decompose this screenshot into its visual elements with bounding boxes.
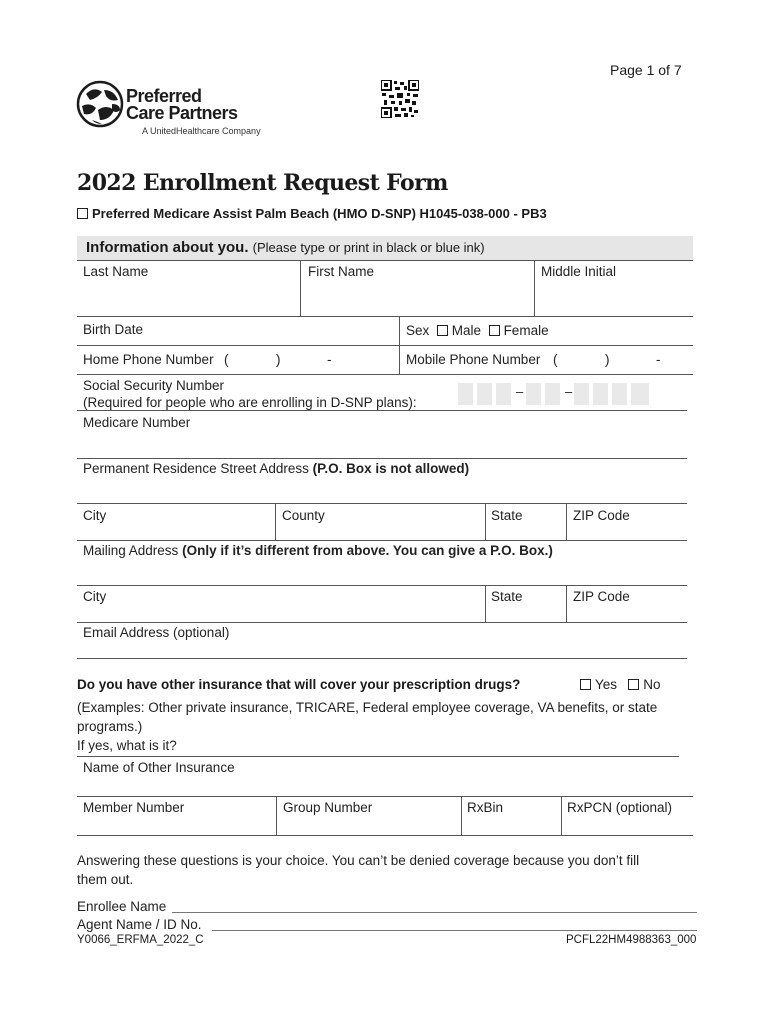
enrollee-name-label: Enrollee Name <box>77 899 167 914</box>
ssn-digit-box[interactable] <box>526 383 541 405</box>
ssn-digit-box[interactable] <box>496 383 511 405</box>
ssn-label: Social Security Number <box>83 378 225 393</box>
mailing-city-field[interactable]: City <box>83 589 107 604</box>
optional-notice: Answering these questions is your choice. You can’t be denied coverage because you don’t fill <box>77 853 640 868</box>
rxbin-field[interactable]: RxBin <box>467 800 504 815</box>
male-checkbox[interactable] <box>437 325 448 336</box>
medicare-number-field[interactable]: Medicare Number <box>83 415 191 430</box>
brand-name-line1: Preferred <box>126 86 202 106</box>
ssn-note: (Required for people who are enrolling in D-SNP plans): <box>83 395 417 410</box>
residence-address-label: Permanent Residence Street Address <box>83 461 309 476</box>
home-phone-field[interactable]: Home Phone Number <box>83 352 214 367</box>
ssn-separator: – <box>516 384 524 399</box>
state-field[interactable]: State <box>491 508 523 523</box>
footer-document-code: PCFL22HM4988363_000 <box>566 934 697 946</box>
insurance-examples-cont: programs.) <box>77 719 143 734</box>
female-checkbox[interactable] <box>489 325 500 336</box>
page-number: Page 1 of 7 <box>610 62 682 78</box>
enrollee-name-line[interactable] <box>172 912 697 913</box>
home-phone-paren-open: ( <box>224 352 229 367</box>
email-field[interactable]: Email Address (optional) <box>83 625 230 640</box>
home-phone-paren-close: ) <box>276 352 281 367</box>
insurance-question: Do you have other insurance that will cover your prescription drugs? <box>77 677 521 692</box>
mailing-address-label: Mailing Address <box>83 543 179 558</box>
section-subheading: (Please type or print in black or blue ink) <box>252 240 485 255</box>
ssn-digit-box[interactable] <box>545 383 560 405</box>
mailing-state-field[interactable]: State <box>491 589 523 604</box>
female-label: Female <box>503 323 549 338</box>
mobile-phone-hyphen: - <box>656 352 661 367</box>
form-title: 2022 Enrollment Request Form <box>77 170 448 196</box>
mailing-address-field[interactable] <box>83 543 553 558</box>
ssn-digit-box[interactable] <box>574 383 589 405</box>
residence-address-field[interactable] <box>83 461 469 476</box>
brand-name-line2: Care Partners <box>126 103 238 123</box>
ssn-digit-box[interactable] <box>631 383 649 405</box>
last-name-field[interactable]: Last Name <box>83 264 149 279</box>
mobile-phone-paren-open: ( <box>553 352 558 367</box>
birth-date-field[interactable]: Birth Date <box>83 322 144 337</box>
insurance-yes-no <box>580 677 661 692</box>
insurance-if-yes: If yes, what is it? <box>77 738 177 753</box>
plan-option[interactable] <box>77 206 547 221</box>
ssn-separator: – <box>565 384 573 399</box>
insurance-no-label: No <box>643 677 661 692</box>
insurance-examples: (Examples: Other private insurance, TRICARE, Federal employee coverage, VA benefits, or state <box>77 700 658 715</box>
mobile-phone-field[interactable]: Mobile Phone Number <box>406 352 541 367</box>
rxpcn-field[interactable]: RxPCN (optional) <box>567 800 673 815</box>
other-insurance-name-field[interactable]: Name of Other Insurance <box>83 760 235 775</box>
plan-checkbox[interactable] <box>77 208 88 219</box>
ssn-digit-box[interactable] <box>612 383 627 405</box>
member-number-field[interactable]: Member Number <box>83 800 185 815</box>
city-field[interactable]: City <box>83 508 107 523</box>
mobile-phone-paren-close: ) <box>605 352 610 367</box>
sex-group <box>406 323 549 338</box>
agent-name-label: Agent Name / ID No. <box>77 917 202 932</box>
footer-form-code: Y0066_ERFMA_2022_C <box>77 934 204 946</box>
optional-notice-cont: them out. <box>77 872 134 887</box>
first-name-field[interactable]: First Name <box>308 264 375 279</box>
insurance-yes-label: Yes <box>595 677 618 692</box>
insurance-yes-checkbox[interactable] <box>580 679 591 690</box>
brand-logo <box>76 80 286 140</box>
section-header <box>77 236 693 260</box>
middle-initial-field[interactable]: Middle Initial <box>541 264 617 279</box>
home-phone-hyphen: - <box>327 352 332 367</box>
ssn-digit-box[interactable] <box>477 383 492 405</box>
mailing-address-note: (Only if it’s different from above. You can give a P.O. Box.) <box>182 543 553 558</box>
residence-address-note: (P.O. Box is not allowed) <box>312 461 470 476</box>
brand-tagline: A UnitedHealthcare Company <box>142 126 261 136</box>
mailing-zip-code-field[interactable]: ZIP Code <box>573 589 630 604</box>
section-heading: Information about you. <box>86 239 249 256</box>
insurance-no-checkbox[interactable] <box>628 679 639 690</box>
sex-label: Sex <box>406 323 430 338</box>
zip-code-field[interactable]: ZIP Code <box>573 508 630 523</box>
ssn-digit-box[interactable] <box>593 383 608 405</box>
globe-logo-icon <box>76 80 124 128</box>
male-label: Male <box>451 323 482 338</box>
county-field[interactable]: County <box>282 508 325 523</box>
qr-code-icon <box>381 80 419 118</box>
ssn-digit-box[interactable] <box>458 383 473 405</box>
agent-name-line[interactable] <box>212 930 697 931</box>
plan-option-label: Preferred Medicare Assist Palm Beach (HMO D-SNP) H1045-038-000 - PB3 <box>92 206 547 221</box>
group-number-field[interactable]: Group Number <box>283 800 373 815</box>
